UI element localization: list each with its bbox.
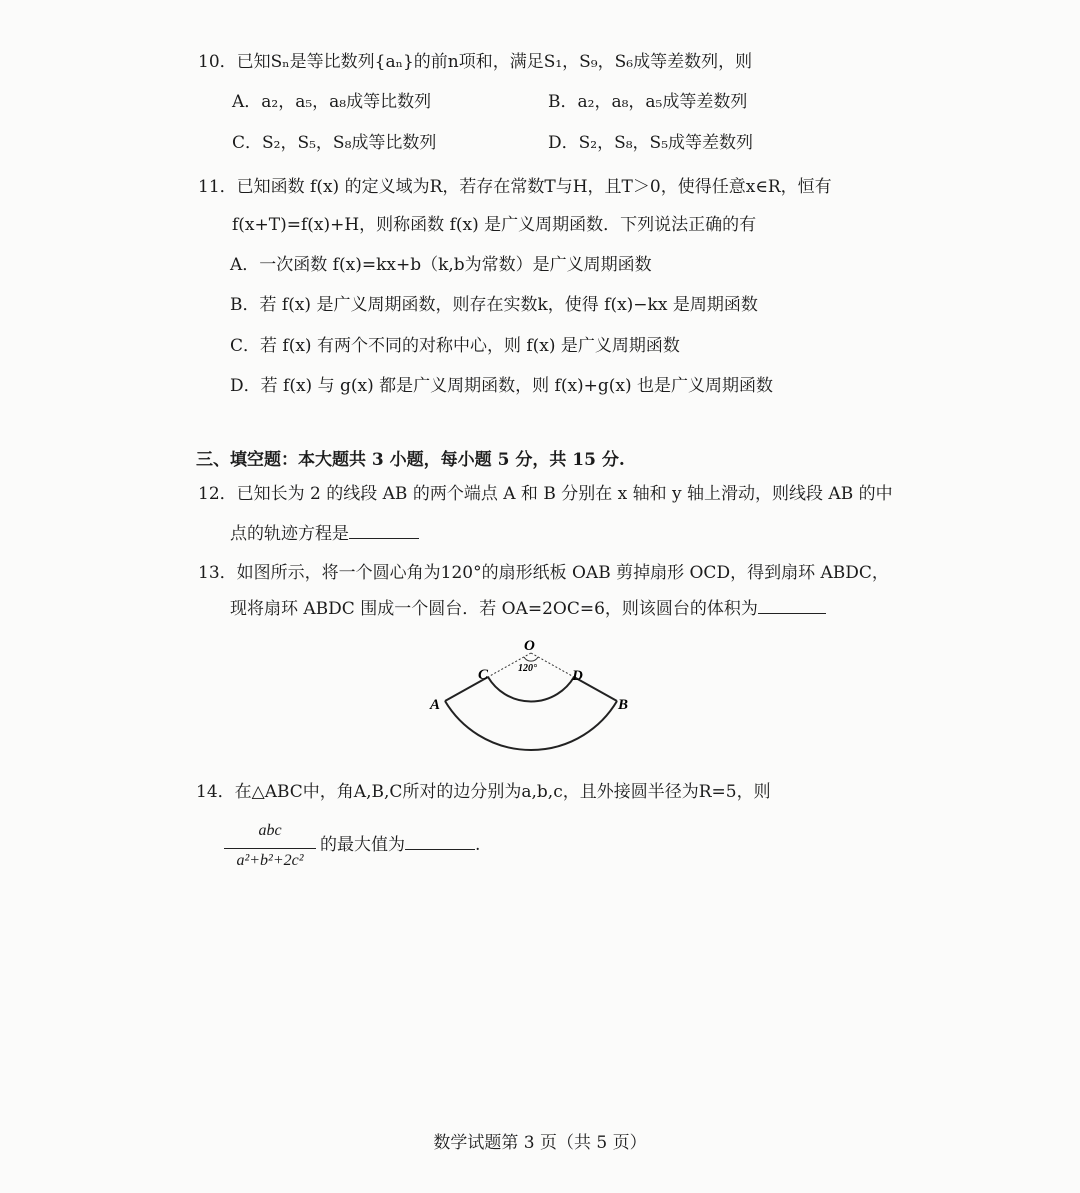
- label-b: B: [618, 697, 629, 713]
- q11-option-a: A．一次函数 f(x)=kx+b（k,b为常数）是广义周期函数: [230, 255, 652, 275]
- q14-line1: 14．在△ABC中，角A,B,C所对的边分别为a,b,c，且外接圆半径为R=5，则: [196, 782, 771, 802]
- q11-stem-line1: 11．已知函数 f(x) 的定义域为R，若存在常数T与H，且T＞0，使得任意x∈R，恒有: [198, 177, 832, 197]
- q14-line2: [320, 833, 480, 857]
- q12-line2-text: 点的轨迹方程是: [230, 524, 349, 544]
- q11-option-d: D．若 f(x) 与 g(x) 都是广义周期函数，则 f(x)+g(x) 也是广义周期函数: [230, 376, 774, 396]
- q12-line2: [230, 522, 419, 546]
- q13-line2: [230, 597, 826, 621]
- q12-answer-blank: [349, 522, 419, 539]
- label-a: A: [430, 697, 441, 713]
- q13-line2-text: 现将扇环 ABDC 围成一个圆台．若 OA=2OC=6，则该圆台的体积为: [230, 599, 758, 619]
- label-angle: 120°: [518, 663, 537, 674]
- angle-arc: [524, 657, 538, 661]
- q14-tail-text: 的最大值为: [320, 835, 405, 855]
- page-footer: 数学试题第 3 页（共 5 页）: [433, 1133, 647, 1153]
- q10-option-a: A．a₂，a₅，a₈成等比数列: [232, 92, 432, 112]
- sector-ring-figure: [420, 630, 640, 770]
- q14-numerator: abc: [258, 822, 282, 839]
- radius-od: [531, 653, 574, 677]
- q14-fraction: [224, 822, 316, 874]
- q10-option-c: C．S₂，S₅，S₈成等比数列: [232, 133, 437, 153]
- q12-line1: 12．已知长为 2 的线段 AB 的两个端点 A 和 B 分别在 x 轴和 y 轴上滑动，则线段 AB 的中: [198, 484, 893, 504]
- label-d: D: [572, 668, 583, 684]
- outer-arc-ab: [445, 701, 617, 750]
- q14-fraction-bar: [224, 848, 316, 849]
- q11-option-c: C．若 f(x) 有两个不同的对称中心，则 f(x) 是广义周期函数: [230, 336, 680, 356]
- q14-end-period: .: [475, 835, 481, 855]
- q11-option-b: B．若 f(x) 是广义周期函数，则存在实数k，使得 f(x)−kx 是周期函数: [230, 295, 758, 315]
- q11-stem-line2: f(x+T)=f(x)+H，则称函数 f(x) 是广义周期函数．下列说法正确的有: [232, 215, 757, 235]
- label-c: C: [478, 667, 489, 683]
- q14-answer-blank: [405, 833, 475, 850]
- q10-option-b: B．a₂，a₈，a₅成等差数列: [548, 92, 748, 112]
- q10-stem: 10．已知Sₙ是等比数列{aₙ}的前n项和，满足S₁，S₉，S₆成等差数列，则: [198, 52, 753, 72]
- q10-option-d: D．S₂，S₈，S₅成等差数列: [548, 133, 754, 153]
- q14-denominator: a²+b²+2c²: [236, 852, 304, 869]
- q13-answer-blank: [758, 597, 826, 614]
- label-o: O: [524, 638, 535, 654]
- q13-line1: 13．如图所示，将一个圆心角为120°的扇形纸板 OAB 剪掉扇形 OCD，得到扇环 ABDC，: [198, 563, 889, 583]
- section3-heading: 三、填空题：本大题共 3 小题，每小题 5 分，共 15 分.: [196, 450, 625, 470]
- inner-arc-cd: [488, 677, 574, 701]
